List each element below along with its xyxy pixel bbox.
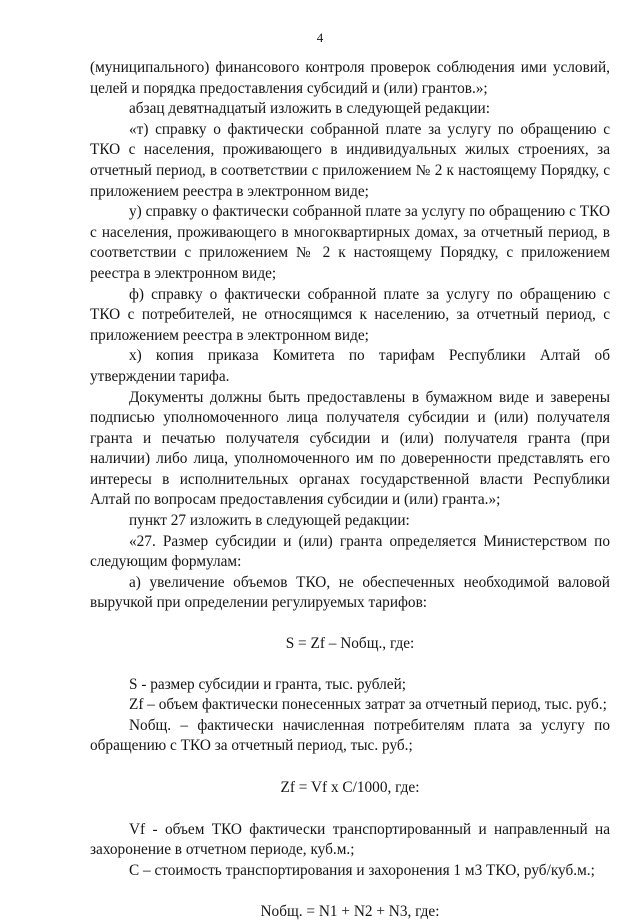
formula-zf: Zf = Vf x C/1000, где: — [280, 779, 420, 796]
definition-zf: Zf – объем фактически понесенных затрат за отчетный период, тыс. руб.; — [129, 696, 607, 714]
paragraph-amendment-instruction: абзац девятнадцатый изложить в следующей редакции: — [129, 100, 490, 118]
document-body — [90, 58, 610, 923]
paragraph-documents-requirements: Документы должны быть предоставлены в бумажном виде и заверены подписью уполномоченного лица получателя субсидии и (или) получателя гранта и печатью получателя субсидии и (или) получателя гранта (при наличии) либо лица, уполномоченного им по доверенности представлять его интересы в исполнительных органах государственной власти Республики Алтай по вопросам предоставления субсидии и (или) гранта.»; — [90, 388, 610, 509]
paragraph-point-27-instruction: пункт 27 изложить в следующей редакции: — [129, 512, 410, 530]
page-number: 4 — [316, 30, 324, 45]
paragraph-continuation: (муниципального) финансового контроля проверок соблюдения ими условий, целей и порядка предоставления субсидий и (или) грантов.»; — [90, 59, 610, 97]
paragraph-item-f: ф) справку о фактически собранной плате за услугу по обращению с ТКО с потребителей, не относящимся к населению, за отчетный период, с приложением реестра в электронном виде; — [90, 285, 610, 344]
definition-c: C – стоимость транспортирования и захоронения 1 м3 ТКО, руб/куб.м.; — [129, 861, 595, 879]
paragraph-item-u: у) справку о фактически собранной плате за услугу по обращению с ТКО с населения, проживающего в многоквартирных домах, за отчетный период, в соответствии с приложением № 2 к настоящему Порядку, с приложением реестра в электронном виде; — [90, 203, 610, 282]
definition-nobsch: Nобщ. – фактически начисленная потребителям плата за услугу по обращению с ТКО за отчетный период, тыс. руб.; — [90, 716, 610, 755]
paragraph-point-27: «27. Размер субсидии и (или) гранта определяется Министерством по следующим формулам: — [90, 532, 610, 571]
formula-s: S = Zf – Nобщ., где: — [285, 635, 415, 653]
paragraph-item-t: «т) справку о фактически собранной плате за услугу по обращению с ТКО с населения, проживающего в индивидуальных жилых строениях, за отчетный период, в соответствии с приложением № 2 к настоящему Порядку, с приложением реестра в электронном виде; — [90, 120, 610, 200]
definition-s: S - размер субсидии и гранта, тыс. рублей; — [129, 675, 407, 693]
formula-nobsch: Nобщ. = N1 + N2 + N3, где: — [260, 903, 440, 921]
paragraph-item-kh: х) копия приказа Комитета по тарифам Республики Алтай об утверждении тарифа. — [90, 347, 610, 385]
paragraph-item-a: а) увеличение объемов ТКО, не обеспеченных необходимой валовой выручкой при определении регулируемых тарифов: — [90, 573, 610, 612]
definition-vf: Vf - объем ТКО фактически транспортированный и направленный на захоронение в отчетном периоде, куб.м.; — [90, 820, 610, 859]
